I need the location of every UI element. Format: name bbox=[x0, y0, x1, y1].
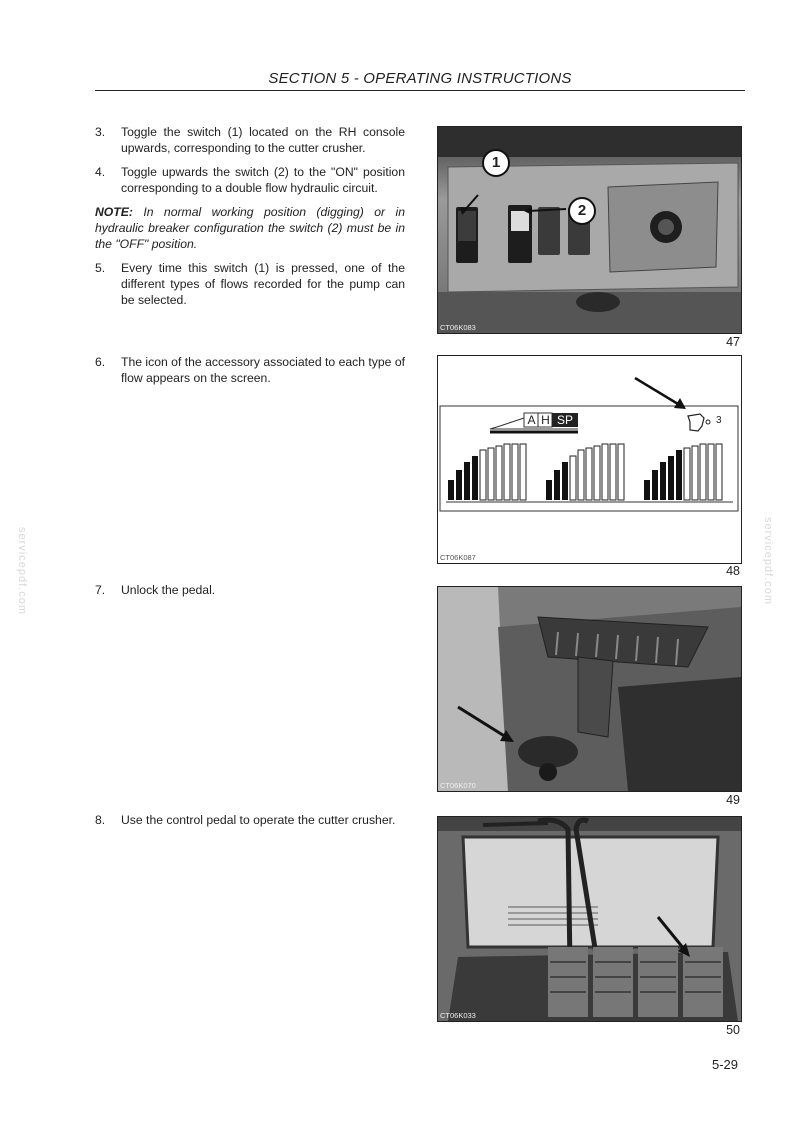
step-7 bbox=[95, 582, 405, 598]
page-header: SECTION 5 - OPERATING INSTRUCTIONS bbox=[268, 70, 572, 87]
step-text: Unlock the pedal. bbox=[121, 583, 216, 597]
figure-number-48: 48 bbox=[726, 564, 740, 578]
accessory-count: 3 bbox=[716, 415, 722, 426]
note bbox=[95, 204, 405, 252]
cab-floor-illustration bbox=[438, 817, 741, 1021]
figure-code: CT06K087 bbox=[440, 553, 476, 562]
watermark-right: servicepdf.com bbox=[761, 517, 774, 605]
display-screen-illustration bbox=[438, 356, 741, 563]
figure-number-49: 49 bbox=[726, 793, 740, 807]
callout-1: 1 bbox=[482, 149, 510, 177]
step-4 bbox=[95, 164, 405, 196]
callout-2: 2 bbox=[568, 197, 596, 225]
step-text: Toggle upwards the switch (2) to the "ON" position corresponding to a double flow hydraulic circuit. bbox=[121, 165, 405, 195]
figure-code: CT06K070 bbox=[440, 781, 476, 790]
figure-number-50: 50 bbox=[726, 1023, 740, 1037]
header-rule bbox=[95, 90, 745, 91]
step-number: 7. bbox=[95, 583, 106, 597]
step-number: 5. bbox=[95, 261, 106, 275]
step-text: Every time this switch (1) is pressed, one of the different types of flows recorded for the pump can be selected. bbox=[121, 261, 405, 307]
step-text: Toggle the switch (1) located on the RH console upwards, corresponding to the cutter crusher. bbox=[121, 125, 405, 155]
pedal-illustration bbox=[438, 587, 741, 791]
mode-letter-h: H bbox=[541, 413, 550, 427]
note-text: In normal working position (digging) or in hydraulic breaker configuration the switch (2) must be in the "OFF" position. bbox=[95, 205, 405, 251]
step-5 bbox=[95, 260, 405, 308]
figure-49-pedal-photo bbox=[437, 586, 742, 792]
mode-active-badge: SP bbox=[556, 413, 573, 427]
mode-letter-a: A bbox=[527, 413, 536, 427]
step-number: 3. bbox=[95, 125, 106, 139]
figure-50-cab-floor-photo bbox=[437, 816, 742, 1022]
figure-code: CT06K083 bbox=[440, 323, 476, 332]
step-number: 8. bbox=[95, 813, 106, 827]
page-number: 5-29 bbox=[711, 1057, 738, 1072]
step-6 bbox=[95, 354, 405, 386]
step-text: The icon of the accessory associated to each type of flow appears on the screen. bbox=[121, 355, 405, 385]
step-number: 4. bbox=[95, 165, 106, 179]
figure-48-display-screen bbox=[437, 355, 742, 564]
figure-47-switch-console-photo bbox=[437, 126, 742, 334]
figure-number-47: 47 bbox=[726, 335, 740, 349]
note-label: NOTE: bbox=[95, 205, 133, 219]
figure-code: CT06K033 bbox=[440, 1011, 476, 1020]
watermark-left: servicepdf.com bbox=[15, 527, 28, 615]
step-number: 6. bbox=[95, 355, 106, 369]
step-text: Use the control pedal to operate the cutter crusher. bbox=[121, 813, 396, 827]
step-3 bbox=[95, 124, 405, 156]
step-8 bbox=[95, 812, 405, 828]
